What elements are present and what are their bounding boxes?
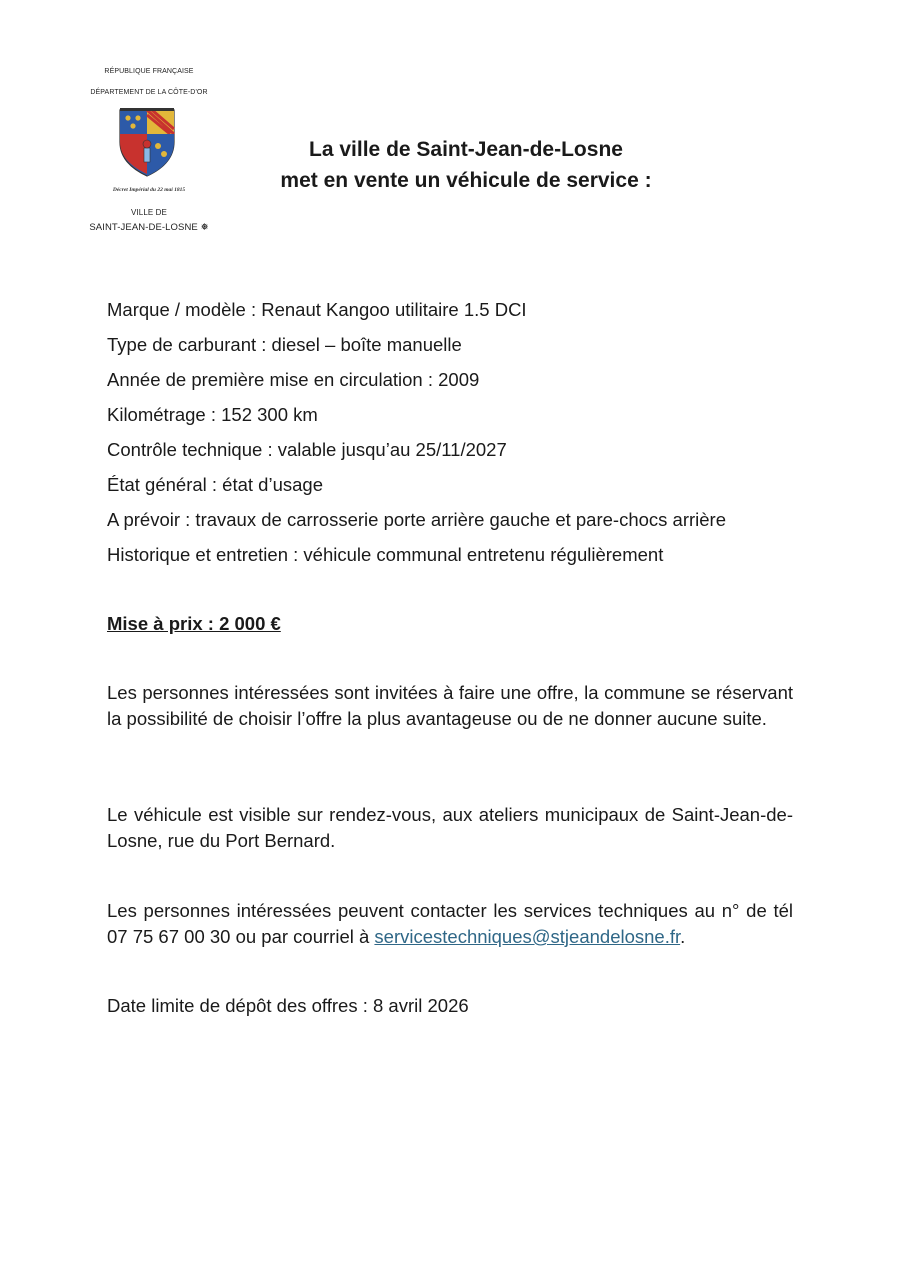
logo-town-name: SAINT-JEAN-DE-LOSNE ❅ [89,222,209,233]
town-logo [74,60,224,250]
page-title [236,134,696,196]
logo-departement: DÉPARTEMENT DE LA CÔTE-D'OR [90,89,208,96]
vehicle-specs-list [107,296,793,576]
title-line-2: met en vente un véhicule de service : [280,169,652,192]
spec-planned-work: A prévoir : travaux de carrosserie porte arrière gauche et pare-chocs arrière [107,509,727,530]
spec-fuel-type: Type de carburant : diesel – boîte manuelle [107,334,462,355]
spec-technical-inspection: Contrôle technique : valable jusqu’au 25/11/2027 [107,439,507,460]
title-line-1: La ville de Saint-Jean-de-Losne [309,138,623,161]
logo-republique: RÉPUBLIQUE FRANÇAISE [104,68,194,75]
deadline-paragraph: Date limite de dépôt des offres : 8 avril 2026 [107,995,469,1016]
logo-ville: VILLE DE [131,208,167,217]
document-body [107,296,793,1016]
spec-history: Historique et entretien : véhicule communal entretenu régulièrement [107,544,664,565]
spec-first-registration: Année de première mise en circulation : 2009 [107,369,480,390]
contact-email-link[interactable]: servicestechniques@stjeandelosne.fr [374,926,681,947]
coat-of-arms-icon [116,104,178,178]
logo-decree: Décret Impérial du 22 mai 1815 [112,187,186,193]
spec-brand-model: Marque / modèle : Renaut Kangoo utilitaire 1.5 DCI [107,299,527,320]
contact-text: Les personnes intéressées peuvent contacter les services techniques au n° de tél 07 75 67 00 30 ou par courriel à [107,900,793,947]
spec-condition: État général : état d’usage [107,474,323,495]
visit-paragraph: Le véhicule est visible sur rendez-vous, aux ateliers municipaux de Saint-Jean-de-Losne, rue du Port Bernard. [107,804,793,851]
spec-mileage: Kilométrage : 152 300 km [107,404,318,425]
contact-paragraph [107,898,793,950]
offer-paragraph: Les personnes intéressées sont invitées à faire une offre, la commune se réservant la possibilité de choisir l’offre la plus avantageuse ou de ne donner aucune suite. [107,682,793,729]
contact-period: . [680,926,686,947]
starting-price: Mise à prix : 2 000 € [107,613,281,634]
